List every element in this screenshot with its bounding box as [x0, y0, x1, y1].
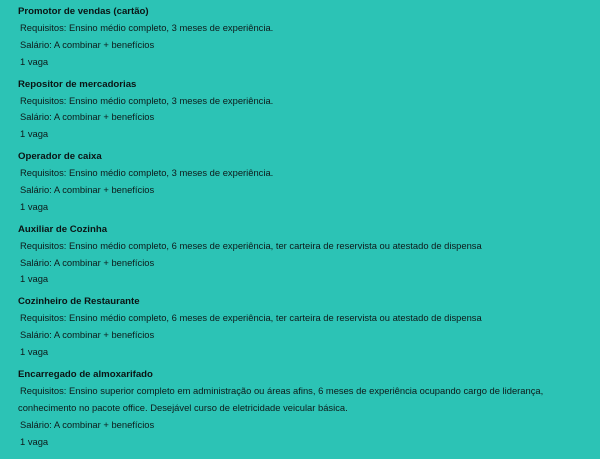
job-listing-encarregado-de-almoxarifado — [18, 369, 593, 448]
job-salary: Salário: A combinar + benefícios — [20, 256, 155, 268]
job-title: Operador de caixa — [18, 151, 102, 163]
job-listing-auxiliar-de-cozinha — [18, 224, 593, 286]
job-title: Promotor de vendas (cartão) — [18, 6, 149, 17]
job-requirements: Requisitos: Ensino médio completo, 3 meses de experiência. — [20, 167, 274, 179]
job-title: Repositor de mercadorias — [18, 78, 137, 90]
job-listing-repositor-de-mercadorias — [18, 79, 593, 141]
job-title: Encarregado de almoxarifado — [18, 368, 153, 380]
job-listing-cozinheiro-de-restaurante — [18, 296, 593, 358]
job-openings: 1 vaga — [20, 435, 49, 447]
job-openings: 1 vaga — [20, 128, 49, 140]
job-requirements: Requisitos: Ensino médio completo, 3 meses de experiência. — [20, 22, 274, 33]
job-salary: Salário: A combinar + benefícios — [20, 38, 155, 50]
job-requirements: Requisitos: Ensino superior completo em administração ou áreas afins, 6 meses de experiência ocupando cargo de liderança, — [20, 384, 544, 396]
job-openings: 1 vaga — [20, 55, 49, 67]
job-salary: Salário: A combinar + benefícios — [20, 418, 155, 430]
job-openings: 1 vaga — [20, 200, 49, 212]
job-title: Auxiliar de Cozinha — [18, 223, 108, 235]
job-requirements: Requisitos: Ensino médio completo, 6 meses de experiência, ter carteira de reservista ou atestado de dispensa — [20, 239, 482, 251]
job-openings: 1 vaga — [20, 345, 49, 357]
job-requirements: Requisitos: Ensino médio completo, 6 meses de experiência, ter carteira de reservista ou atestado de dispensa — [20, 312, 482, 324]
job-listing-operador-de-caixa — [18, 151, 593, 213]
job-requirements: Requisitos: Ensino médio completo, 3 meses de experiência. — [20, 94, 274, 106]
job-listing-promotor-de-vendas — [18, 6, 593, 68]
job-salary: Salário: A combinar + benefícios — [20, 183, 155, 195]
job-salary: Salário: A combinar + benefícios — [20, 111, 155, 123]
job-openings: 1 vaga — [20, 273, 49, 285]
job-listings — [18, 6, 593, 459]
job-salary: Salário: A combinar + benefícios — [20, 329, 155, 341]
job-title: Cozinheiro de Restaurante — [18, 296, 140, 308]
job-requirements-continued: conhecimento no pacote office. Desejável curso de eletricidade veicular básica. — [18, 401, 348, 413]
